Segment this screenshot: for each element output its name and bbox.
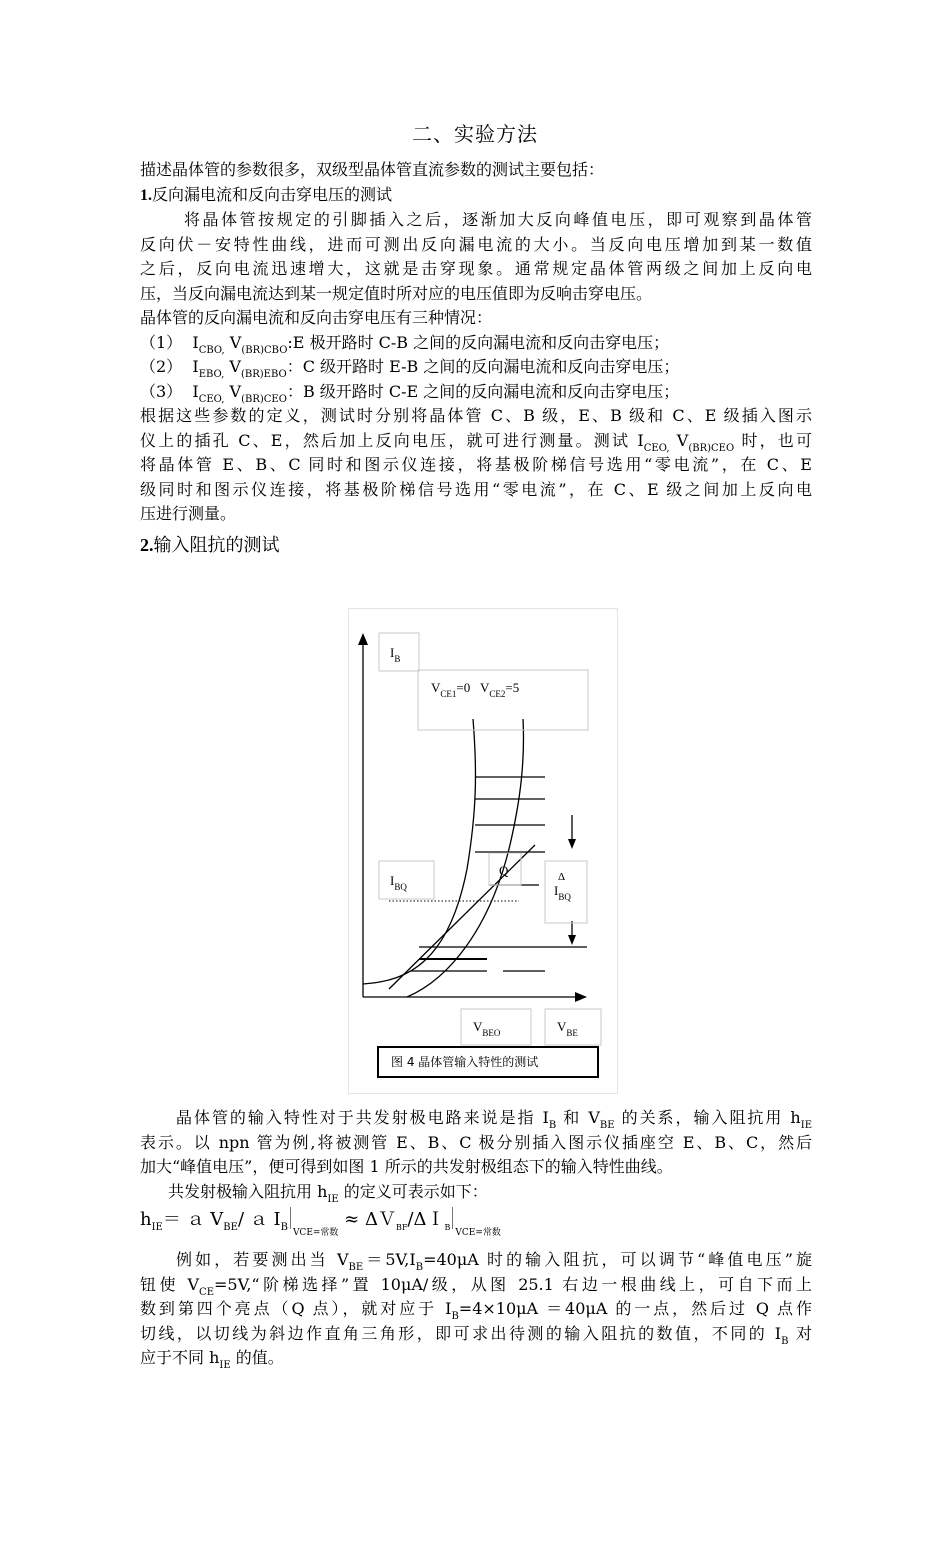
cases-intro: 晶体管的反向漏电流和反向击穿电压有三种情况： [140,308,493,327]
paragraph-line: 晶体管的输入特性对于共发射极电路来说是指 $I_B$ 和 $V_{BE}$ 的关系，输入阻抗用 $h_{IE}$ [176,1108,812,1131]
vce-label: $V_{CE1}=0$ $V_{CE2}=5$ [431,680,520,699]
list-item: （3） $I_{CEO,}$ $V_{(BR)CEO}$：B 级开路时 C-E 之间的反向漏电流和反向击穿电压； [140,381,680,405]
input-impedance-formula: $h_{IE}=$ ａ $V_{BE}/$ ａ $I_B$ $_{VCE=常数}$ ≈ ΔＶ$_{BF}$/ΔＩ$_{BVCE=常数}$ [140,1209,501,1238]
section-title: 二、实验方法 [412,122,538,146]
paragraph-line: 数到第四个亮点（Q 点），就对应于 $I_B=4\times 10\mu A =40\mu A$ 的一点，然后过 Q 点作 [140,1299,812,1322]
paragraph-line: 将晶体管按规定的引脚插入之后，逐渐加大反向峰值电压，即可观察到晶体管 [184,210,812,229]
delta-ibq-label: $I_{BQ}$ [554,883,571,902]
ib-axis-label: $I_B$ [390,645,401,664]
subsection1-number: 1. [140,186,152,204]
figure-input-characteristics [348,608,618,1094]
y-axis-arrow [358,633,368,645]
paragraph-line: 反向伏－安特性曲线，进而可测出反向漏电流的大小。当反向电压增加到某一数值 [140,234,812,254]
paragraph-line: 根据这些参数的定义，测试时分别将晶体管 C、B 级，E、B 级和 C、E 级插入图示 [140,406,812,425]
subsection1-title: 反向漏电流和反向击穿电压的测试 [152,184,393,204]
paragraph-line: 之后，反向电流迅速增大，这就是击穿现象。通常规定晶体管两级之间加上反向电 [140,259,812,278]
x-axis-arrow [575,992,587,1002]
paragraph-line: 加大“峰值电压”，便可得到如图 1 所示的共发射极组态下的输入特性曲线。 [140,1157,673,1176]
paragraph-line: 将晶体管 E、B、C 同时和图示仪连接，将基极阶梯信号选用“零电流”，在 C、E [140,455,812,474]
subsection2-heading [140,531,280,557]
list-item: （2） $I_{EBO,}$ $V_{(BR)EBO}$：C 级开路时 E-B 之间的反向漏电流和反向击穿电压； [140,357,680,380]
paragraph-line: 级同时和图示仪连接，将基极阶梯信号选用“零电流”，在 C、E 级之间加上反向电 [140,479,812,499]
subsection2-number: 2. [140,535,154,555]
intro-paragraph: 描述晶体管的参数很多，双级型晶体管直流参数的测试主要包括： [140,160,605,179]
vbe-label: $V_{BE}$ [557,1019,578,1038]
paragraph-line: 压进行测量。 [140,504,237,523]
q-point-label: Q [499,863,509,878]
paragraph-line: 共发射极输入阻抗用 $h_{IE}$ 的定义可表示如下： [168,1181,488,1205]
subsection2-title: 输入阻抗的测试 [153,535,280,556]
paragraph-line: 切线，以切线为斜边作直角三角形，即可求出待测的输入阻抗的数值，不同的 $I_B$ 对 [140,1323,812,1347]
paragraph-line: 钮使 $V_{CE}=5V,“$阶梯选择”置 10μA/级，从图 25.1 右边一根曲线上，可自下而上 [140,1274,812,1298]
paragraph-line: 表示。以 npn 管为例,将被测管 E、B、C 极分别插入图示仪插座空 E、B、C，然后 [140,1132,812,1152]
curve-vce1 [363,719,475,984]
delta-label: Δ [558,871,566,883]
tangent-line [389,845,535,989]
subsection1-heading [140,183,812,209]
curve-vce2 [407,719,523,997]
paragraph-line: 应于不同 $h_{IE}$ 的值。 [140,1348,284,1371]
paragraph-line: 仪上的插孔 C、E，然后加上反向电压，就可进行测量。测试 $I_{CEO,}$ $V_{(BR)CEO}$ 时，也可 [140,430,812,454]
paragraph-line: 例如，若要测出当 $V_{BE}=5V,I_B=40\mu A$ 时的输入阻抗，可以调节“峰值电压”旋 [176,1250,812,1273]
paragraph-line: 压，当反向漏电流达到某一规定值时所对应的电压值即为反响击穿电压。 [140,283,653,303]
list-item: （1） $I_{CBO,}$ $V_{(BR)CBO}:E$ 极开路时 C-B 之间的反向漏电流和反向击穿电压； [140,332,670,356]
vbeo-label: $V_{BEO}$ [473,1019,501,1038]
figure-caption: 图 4 晶体管输入特性的测试 [377,1046,599,1078]
example-paragraph [140,1248,812,1371]
section2-block [140,1106,812,1204]
ibq-label: $I_{BQ}$ [390,873,407,892]
section1-block [140,158,812,527]
